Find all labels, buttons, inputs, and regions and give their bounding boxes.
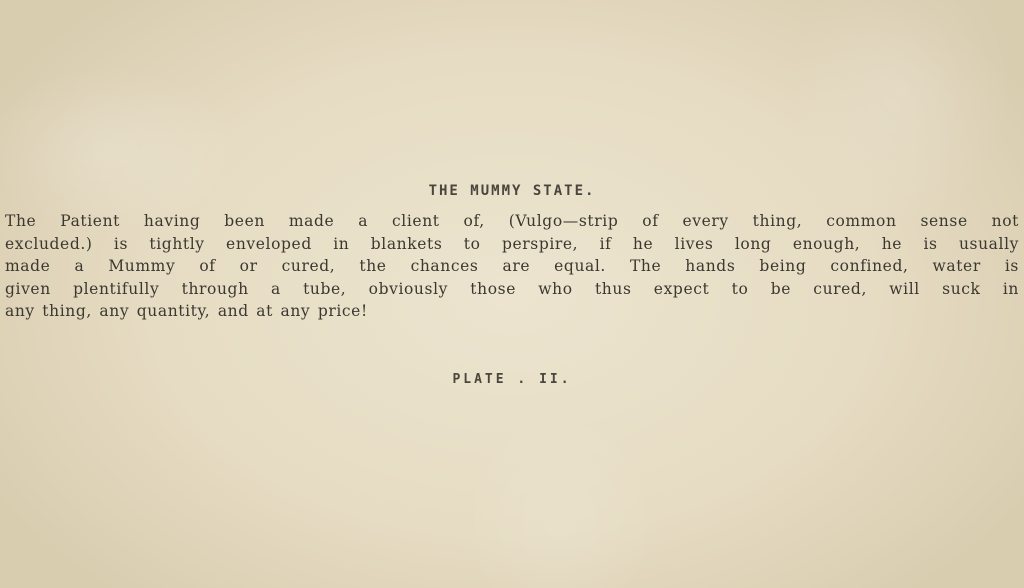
- document-title: THE MUMMY STATE.: [428, 183, 596, 199]
- text-line: The Patient having been made a client of, (Vulgo—strip of every thing, common sense not: [5, 212, 1019, 230]
- plate-label: PLATE . II.: [452, 372, 572, 387]
- text-line: any thing, any quantity, and at any price!: [5, 302, 368, 320]
- body-paragraph: [5, 210, 1019, 323]
- text-line: given plentifully through a tube, obviously those who thus expect to be cured, will suck in: [5, 279, 1019, 298]
- text-line: made a Mummy of or cured, the chances are equal. The hands being confined, water is: [5, 257, 1019, 275]
- text-line: excluded.) is tightly enveloped in blankets to perspire, if he lives long enough, he is usually: [5, 234, 1019, 253]
